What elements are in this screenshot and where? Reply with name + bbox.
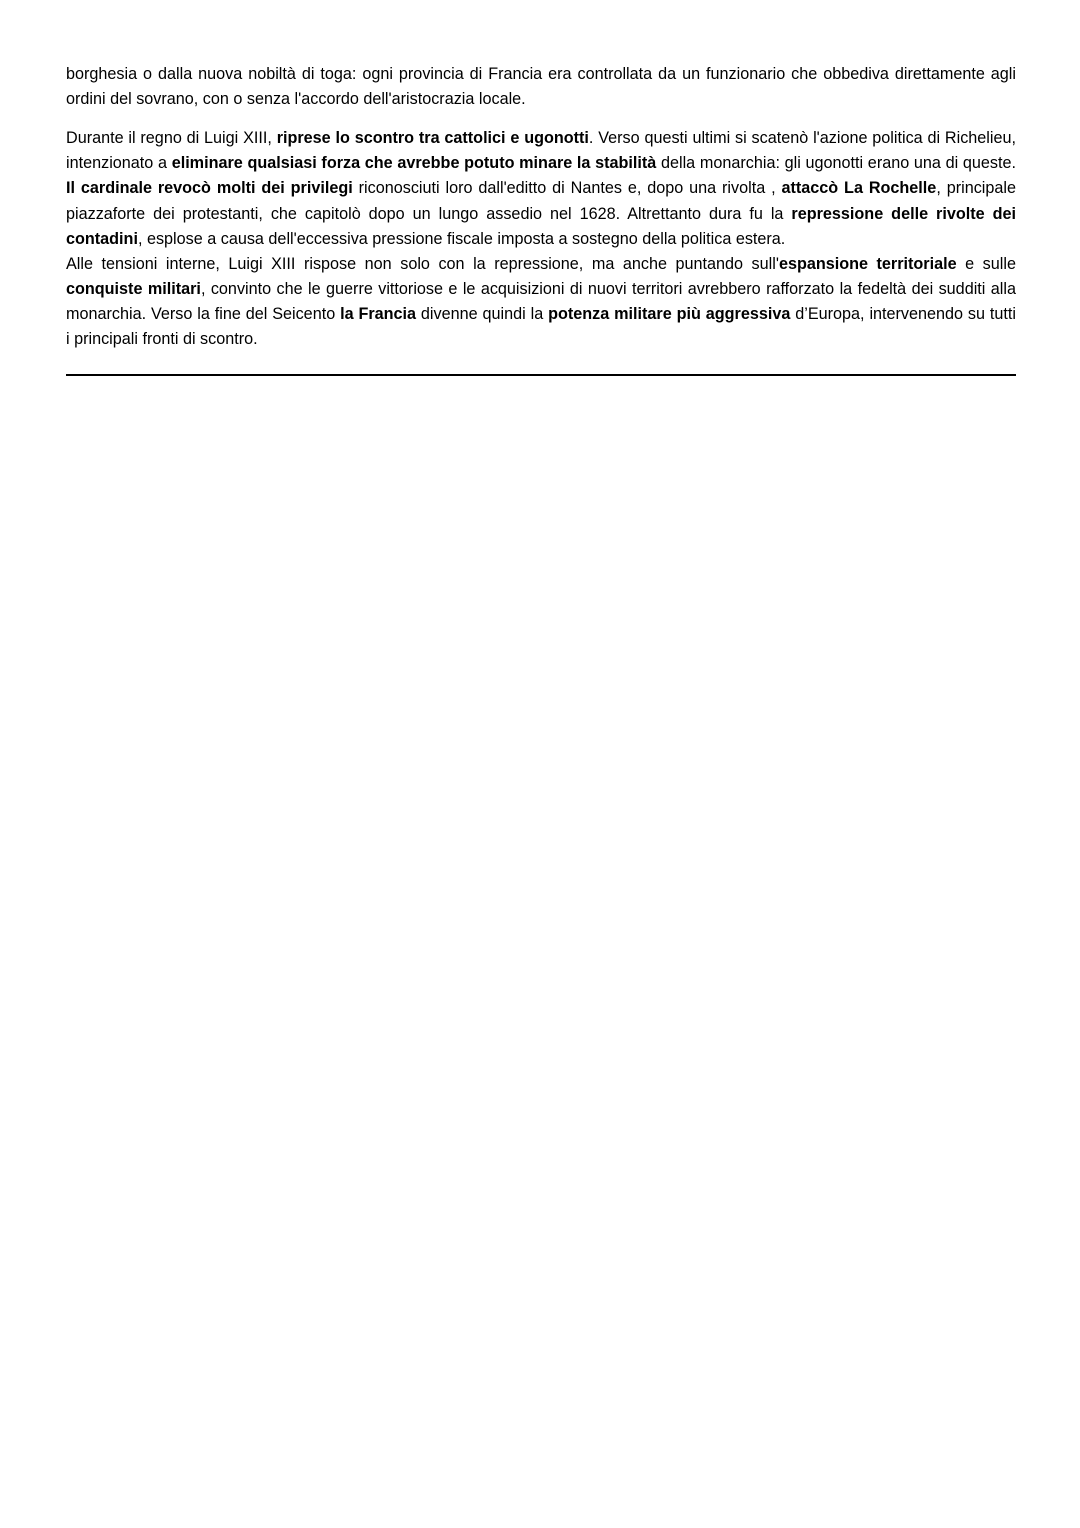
emphasis-text: riprese lo scontro tra cattolici e ugonotti <box>276 129 589 148</box>
emphasis-text: Il cardinale revocò molti dei privilegi <box>66 179 353 198</box>
body-text: , esplose a causa dell'eccessiva pressione fiscale imposta a sostegno della politica estera. <box>137 229 786 248</box>
body-text: borghesia o dalla nuova nobiltà di toga: ogni provincia di Francia era controllata da un funzionario che obbediva direttamente agli ordini del sovrano, con o senza l'accordo dell'aristocrazia locale. <box>66 65 1016 109</box>
body-text: riconosciuti loro dall'editto di Nantes e, dopo una rivolta , <box>352 179 782 198</box>
body-text: della monarchia: gli ugonotti erano una di queste. <box>656 154 1016 173</box>
document-body <box>66 62 1016 366</box>
paragraph <box>66 62 1016 112</box>
body-text: . Verso questi ultimi si scatenò l'azione politica di Richelieu, intenzionato a <box>66 129 1016 173</box>
emphasis-text: la Francia <box>340 304 417 323</box>
body-text: , convinto che le guerre vittoriose e le acquisizioni di nuovi territori avrebbero rafforzato la fedeltà dei sudditi alla monarchia. Verso la fine del Seicento <box>66 279 1016 323</box>
paragraph <box>66 126 1016 252</box>
emphasis-text: attaccò La Rochelle <box>781 179 937 198</box>
paragraph <box>66 252 1016 352</box>
body-text: e sulle <box>956 254 1016 273</box>
body-text: d’Europa, intervenendo su tutti i principali fronti di scontro. <box>66 304 1016 349</box>
emphasis-text: repressione delle rivolte dei contadini <box>66 204 1016 248</box>
emphasis-text: potenza militare più aggressiva <box>548 304 791 323</box>
horizontal-rule <box>66 374 1016 376</box>
emphasis-text: espansione territoriale <box>778 254 957 273</box>
body-text: Durante il regno di Luigi XIII, <box>66 129 277 148</box>
emphasis-text: conquiste militari <box>66 279 201 298</box>
body-text: , principale piazzaforte dei protestanti, che capitolò dopo un lungo assedio nel 1628. Altrettanto dura fu la <box>66 179 1016 223</box>
emphasis-text: eliminare qualsiasi forza che avrebbe potuto minare la stabilità <box>171 154 657 173</box>
body-text: divenne quindi la <box>416 304 549 323</box>
body-text: Alle tensioni interne, Luigi XIII rispose non solo con la repressione, ma anche puntando sull' <box>66 254 779 273</box>
